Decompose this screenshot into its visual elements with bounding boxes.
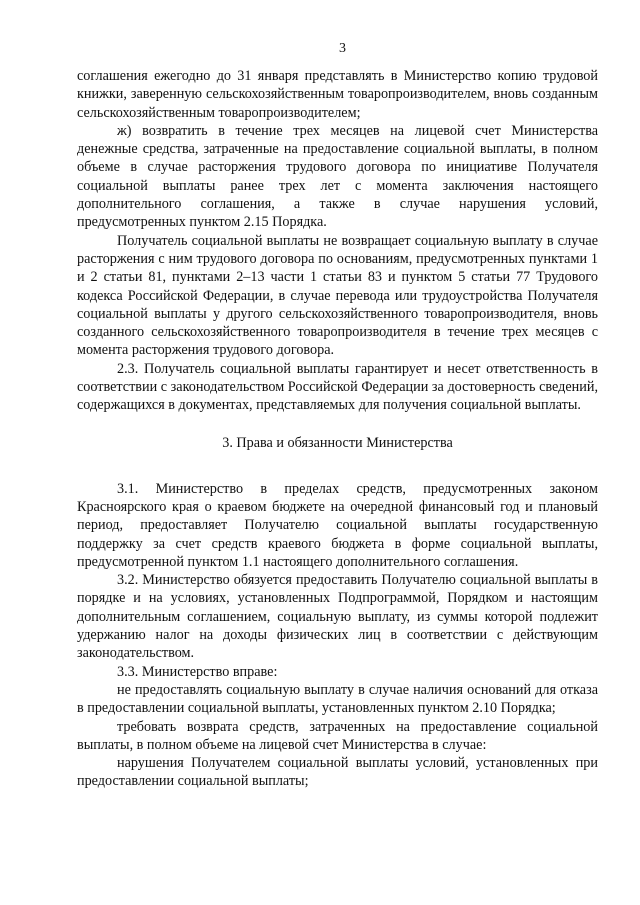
paragraph-3-3-item-3: нарушения Получателем социальной выплаты условий, установленных при предоставлении социальной выплаты;	[77, 755, 598, 790]
paragraph-3-3-item-2: требовать возврата средств, затраченных на предоставление социальной выплаты, в полном объеме на лицевой счет Министерства в случае:	[77, 718, 598, 753]
page-number: 3	[339, 41, 346, 56]
paragraph-2-3: 2.3. Получатель социальной выплаты гарантирует и несет ответственность в соответствии с законодательством Российской Федерации за достоверность сведений, содержащихся в документах, представляемых для получения социальной выплаты.	[77, 360, 598, 414]
paragraph-3-2: 3.2. Министерство обязуется предоставить Получателю социальной выплаты в порядке и на условиях, установленных Подпрограммой, Порядком и настоящим дополнительным соглашением, социальную выплату, из суммы которой подлежит удержанию налог на доходы физических лиц в соответствии с действующим законодательством.	[77, 572, 598, 662]
document-page	[77, 40, 598, 791]
paragraph-3-3: 3.3. Министерство вправе:	[117, 663, 278, 680]
paragraph-clause-zh: ж) возвратить в течение трех месяцев на лицевой счет Министерства денежные средства, затраченные на предоставление социальной выплаты, в полном объеме в случае расторжения трудового договора по инициативе Получателя социальной выплаты ранее трех лет с момента заключения настоящего дополнительного соглашения, а также в случае нарушения условий, предусмотренных пунктом 2.15 Порядка.	[77, 122, 598, 231]
paragraph-3-3-item-1: не предоставлять социальную выплату в случае наличия оснований для отказа в предоставлении социальной выплаты, установленных пунктом 2.10 Порядка;	[77, 681, 598, 717]
section-title: 3. Права и обязанности Министерства	[222, 434, 453, 451]
paragraph-continuation: соглашения ежегодно до 31 января представлять в Министерство копию трудовой книжки, заверенную сельскохозяйственным товаропроизводителем, вновь созданным сельскохозяйственным товаропроизводителем;	[77, 68, 598, 121]
paragraph-3-1: 3.1. Министерство в пределах средств, предусмотренных законом Красноярского края о краевом бюджете на очередной финансовый год и плановый период, предоставляет Получателю социальной выплаты государственную поддержку за счет средств краевого бюджета в форме социальной выплаты, предусмотренной пунктом 1.1 настоящего дополнительного соглашения.	[77, 480, 598, 570]
paragraph-no-return: Получатель социальной выплаты не возвращает социальную выплату в случае расторжения с ним трудового договора по основаниям, предусмотренных пунктами 1 и 2 статьи 81, пунктами 2–13 части 1 статьи 83 и пунктом 5 статьи 77 Трудового кодекса Российской Федерации, в случае перевода или трудоустройства Получателя социальной выплаты у другого сельскохозяйственного товаропроизводителя, вновь созданного сельскохозяйственного товаропроизводителя в течение трех месяцев с момента расторжения трудового договора.	[77, 232, 598, 359]
